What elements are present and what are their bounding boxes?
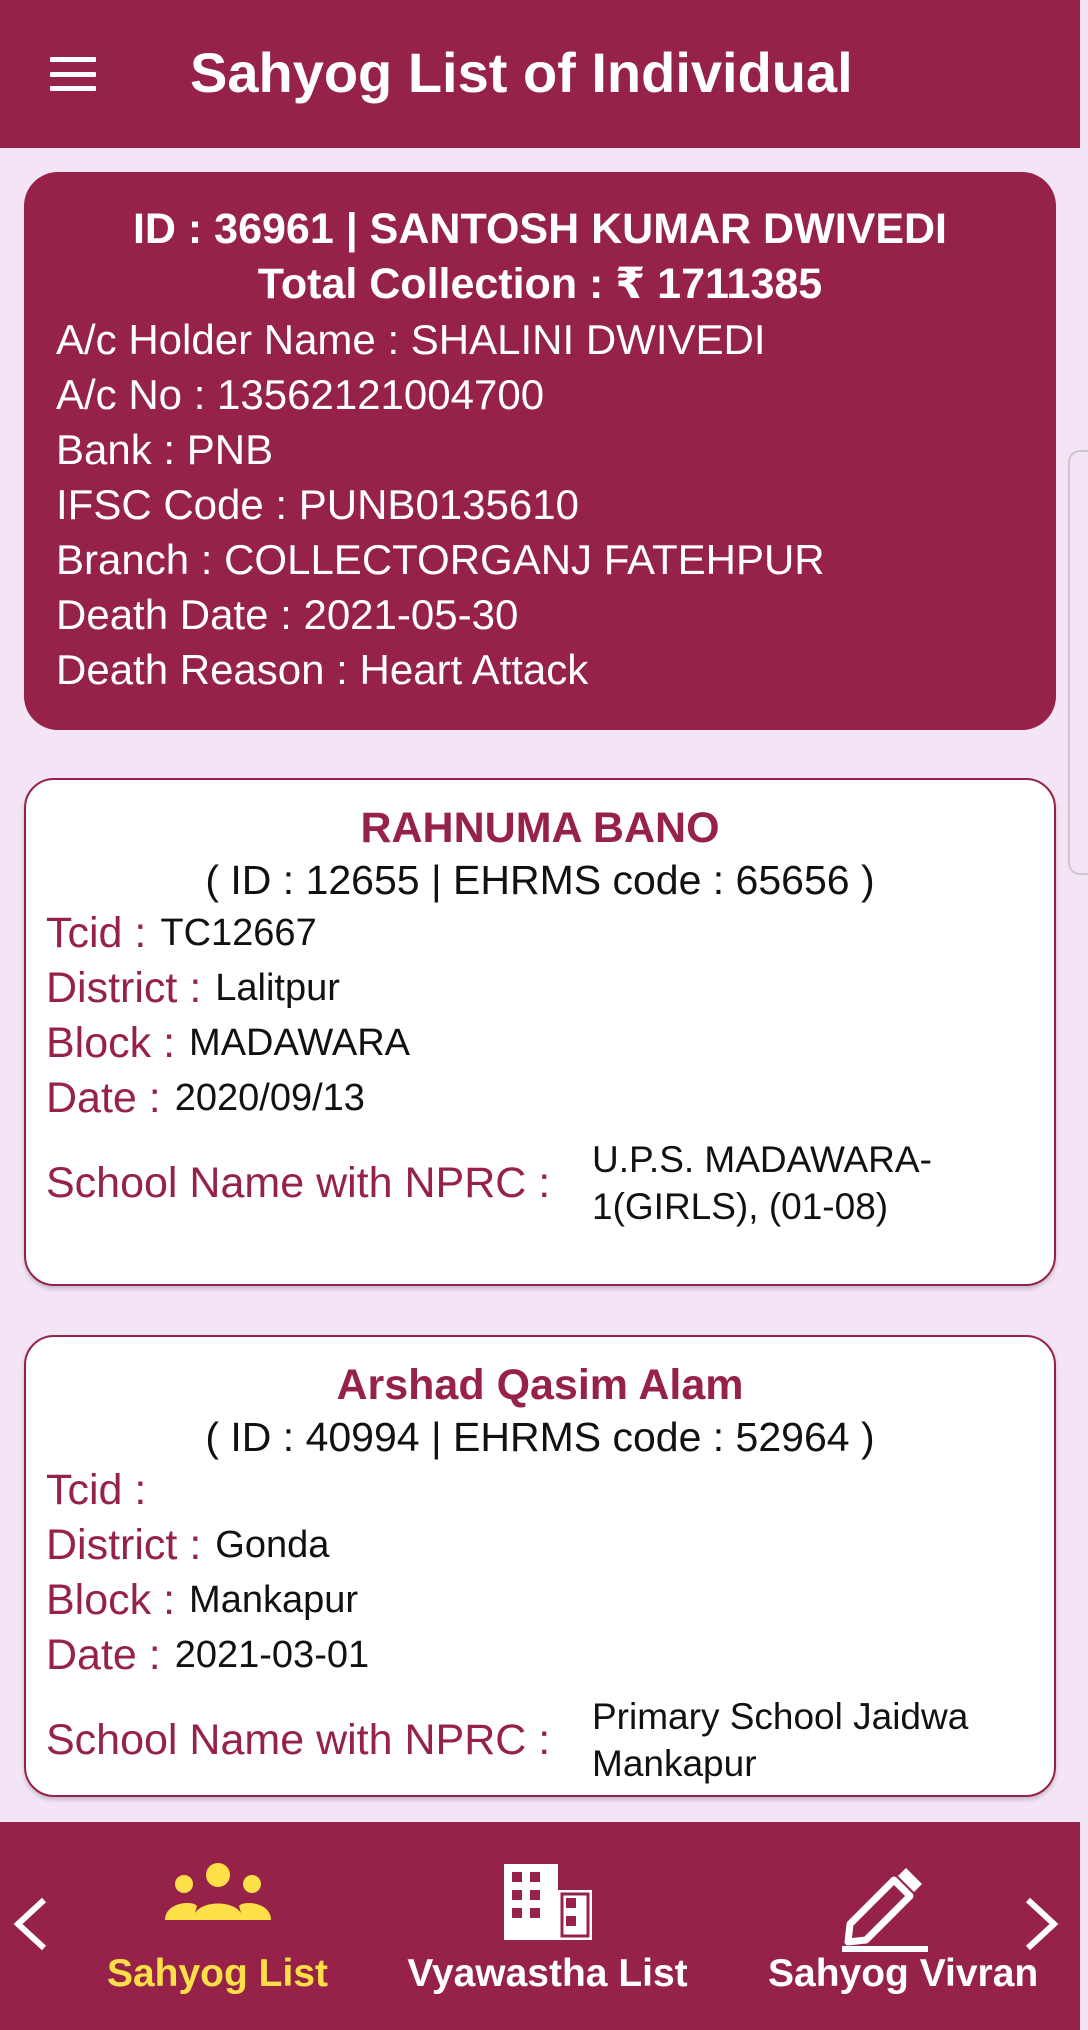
edit-icon <box>840 1862 930 1957</box>
district-label: District : <box>46 1521 202 1569</box>
ac-number: A/c No : 13562121004700 <box>56 371 545 418</box>
nav-label: Sahyog List <box>106 1952 329 1995</box>
school-row <box>26 1693 1054 1787</box>
person-name: Arshad Qasim Alam <box>336 1361 744 1409</box>
person-ids: ( ID : 40994 | EHRMS code : 52964 ) <box>205 1414 875 1460</box>
chevron-right-icon[interactable] <box>1012 1884 1072 1964</box>
person-ids: ( ID : 12655 | EHRMS code : 65656 ) <box>205 857 875 903</box>
person-card[interactable] <box>24 1335 1056 1797</box>
nav-label: Sahyog Vivran <box>768 1952 1039 1995</box>
death-reason: Death Reason : Heart Attack <box>56 646 589 693</box>
school-value: U.P.S. MADAWARA-1(GIRLS), (01-08) <box>592 1139 932 1227</box>
bank-name: Bank : PNB <box>56 426 274 473</box>
date-row <box>26 1628 1054 1683</box>
group-icon <box>163 1862 273 1927</box>
building-icon <box>502 1862 594 1947</box>
menu-icon[interactable] <box>50 57 96 91</box>
chevron-left-icon[interactable] <box>0 1884 60 1964</box>
person-name: RAHNUMA BANO <box>360 804 720 852</box>
page-title: Sahyog List of Individual <box>190 41 853 104</box>
person-card[interactable] <box>24 778 1056 1286</box>
school-label: School Name with NPRC : <box>46 1158 551 1207</box>
date-value: 2021-03-01 <box>174 1634 370 1676</box>
block-row <box>26 1016 1054 1071</box>
block-value: Mankapur <box>189 1579 359 1621</box>
total-collection: Total Collection : ₹ 1711385 <box>257 260 823 308</box>
nav-vyawastha-list[interactable] <box>395 1822 700 2030</box>
school-label: School Name with NPRC : <box>46 1715 551 1764</box>
tcid-row <box>26 906 1054 961</box>
block-row <box>26 1573 1054 1628</box>
school-row <box>26 1136 1054 1230</box>
district-label: District : <box>46 964 202 1012</box>
date-label: Date : <box>46 1631 161 1679</box>
death-date: Death Date : 2021-05-30 <box>56 591 519 638</box>
tcid-label: Tcid : <box>46 909 147 957</box>
block-label: Block : <box>46 1019 176 1067</box>
bottom-navigation <box>0 1822 1080 2030</box>
district-value: Lalitpur <box>215 967 340 1009</box>
branch-name: Branch : COLLECTORGANJ FATEHPUR <box>56 536 825 583</box>
date-value: 2020/09/13 <box>174 1077 365 1119</box>
scroll-indicator[interactable] <box>1068 450 1088 875</box>
app-bar <box>0 0 1080 148</box>
school-value: Primary School Jaidwa Mankapur <box>592 1696 969 1784</box>
block-value: MADAWARA <box>189 1022 411 1064</box>
block-label: Block : <box>46 1576 176 1624</box>
tcid-row <box>26 1463 1054 1518</box>
district-value: Gonda <box>215 1524 330 1566</box>
tcid-label: Tcid : <box>46 1466 147 1514</box>
nav-sahyog-vivran[interactable] <box>760 1822 1039 2030</box>
deceased-header: ID : 36961 | SANTOSH KUMAR DWIVEDI <box>132 205 948 253</box>
ac-holder-name: A/c Holder Name : SHALINI DWIVEDI <box>56 316 766 363</box>
district-row <box>26 1518 1054 1573</box>
nav-label: Vyawastha List <box>407 1952 688 1995</box>
date-row <box>26 1071 1054 1126</box>
ifsc-code: IFSC Code : PUNB0135610 <box>56 481 579 528</box>
tcid-value: TC12667 <box>160 912 317 954</box>
date-label: Date : <box>46 1074 161 1122</box>
nav-sahyog-list[interactable] <box>80 1822 355 2030</box>
district-row <box>26 961 1054 1016</box>
deceased-summary-card <box>24 172 1056 730</box>
